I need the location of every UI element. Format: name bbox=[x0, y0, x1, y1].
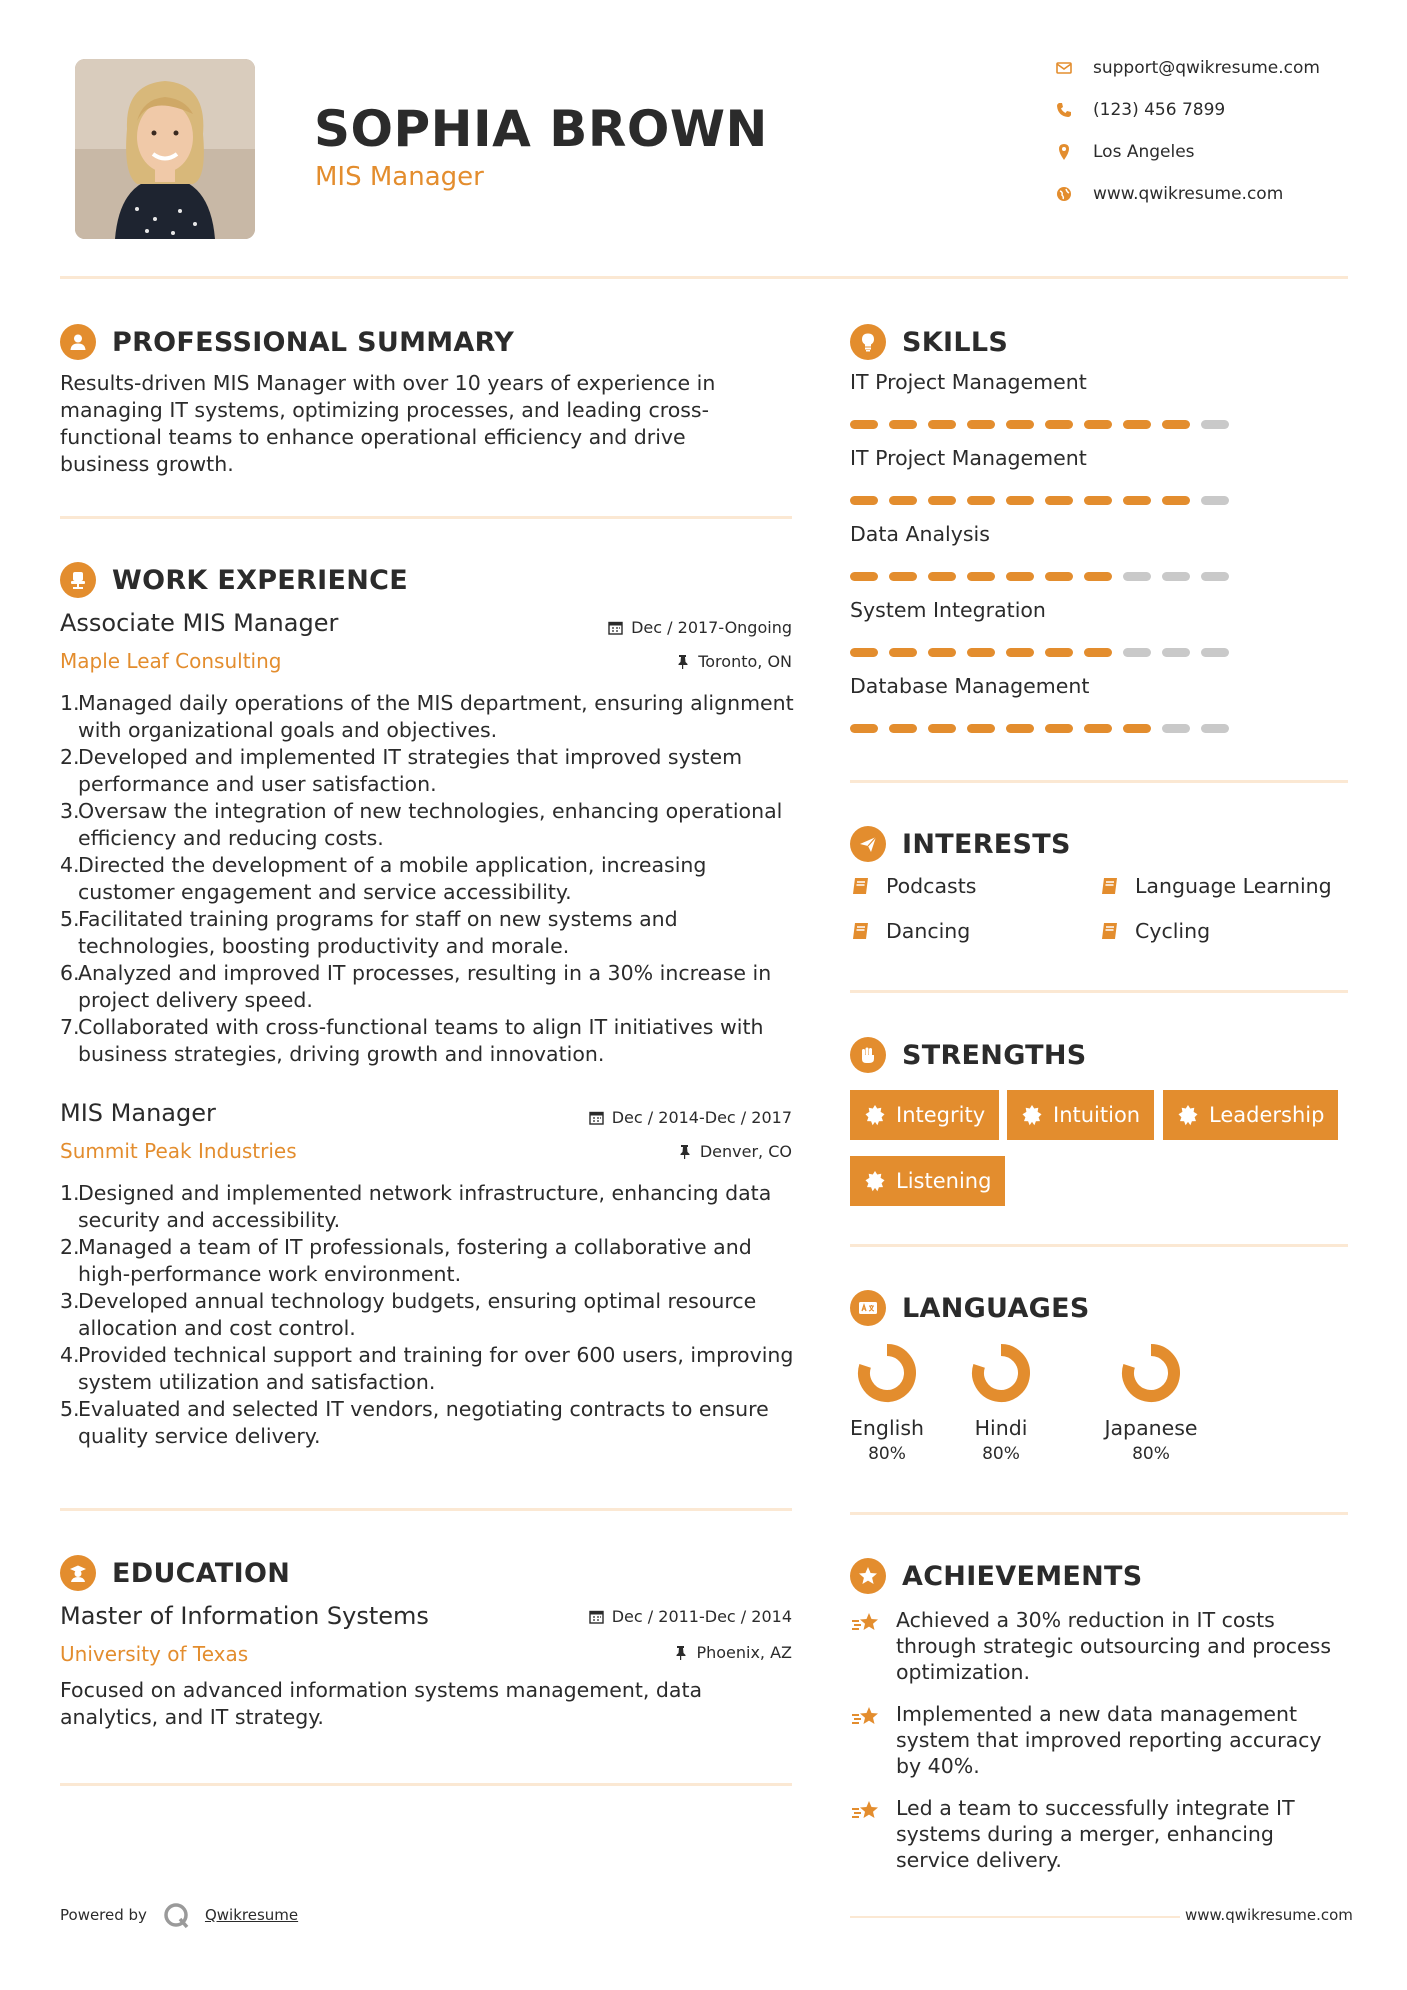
book-icon bbox=[850, 920, 872, 942]
language-progress-ring bbox=[1120, 1342, 1182, 1404]
language-name: English bbox=[849, 1416, 925, 1440]
contact-email[interactable] bbox=[1055, 58, 1320, 78]
language-item bbox=[847, 1342, 927, 1464]
strength-tag bbox=[850, 1156, 1005, 1206]
education-title: EDUCATION bbox=[112, 1557, 291, 1589]
pushpin-icon bbox=[675, 654, 690, 669]
summary-text: Results-driven MIS Manager with over 10 years of experience in managing IT systems, optimizing processes, and leading cross-functional teams to enhance operational efficiency and drive business growth. bbox=[60, 371, 716, 476]
duty-item: 4. Directed the development of a mobile application, increasing customer engagement and service accessibility. bbox=[60, 853, 707, 904]
rating-dot-filled bbox=[1123, 724, 1151, 733]
job-location-text: Denver, CO bbox=[699, 1142, 792, 1161]
duty-item: 1. Designed and implemented network infrastructure, enhancing data security and accessibility. bbox=[60, 1181, 772, 1232]
rating-dot-filled bbox=[928, 572, 956, 581]
rating-dot-empty bbox=[1162, 648, 1190, 657]
education-location bbox=[460, 1643, 792, 1662]
rating-dot-filled bbox=[967, 420, 995, 429]
job-title: Associate MIS Manager bbox=[60, 609, 339, 637]
strength-label: Listening bbox=[896, 1169, 992, 1193]
rating-dot-filled bbox=[850, 496, 878, 505]
education-heading bbox=[60, 1555, 290, 1591]
globe-icon bbox=[1055, 185, 1073, 203]
badge-icon bbox=[1021, 1104, 1043, 1126]
rating-dot-empty bbox=[1123, 648, 1151, 657]
strengths-heading bbox=[850, 1037, 1087, 1073]
job-date-text: Dec / 2017-Ongoing bbox=[631, 618, 792, 637]
job-location bbox=[460, 652, 792, 671]
shooting-star-icon bbox=[850, 1609, 882, 1639]
rating-dot-filled bbox=[967, 724, 995, 733]
job-company: Summit Peak Industries bbox=[60, 1139, 297, 1163]
interest-item bbox=[1099, 874, 1332, 898]
paper-plane-icon bbox=[850, 826, 886, 862]
language-item bbox=[961, 1342, 1041, 1464]
interest-label: Dancing bbox=[886, 919, 971, 943]
languages-divider bbox=[850, 1512, 1348, 1515]
skill-rating bbox=[850, 420, 1229, 429]
strength-label: Intuition bbox=[1053, 1103, 1141, 1127]
rating-dot-filled bbox=[1045, 724, 1073, 733]
rating-dot-empty bbox=[1201, 648, 1229, 657]
job-duties bbox=[60, 690, 800, 1068]
achievement-item bbox=[850, 1795, 1350, 1873]
rating-dot-filled bbox=[850, 420, 878, 429]
powered-by-text: Powered by bbox=[60, 1906, 147, 1924]
shooting-star-icon bbox=[850, 1703, 882, 1733]
summary-title: PROFESSIONAL SUMMARY bbox=[112, 326, 515, 358]
education-location-text: Phoenix, AZ bbox=[696, 1643, 792, 1662]
envelope-icon bbox=[1055, 59, 1073, 77]
language-name: Hindi bbox=[974, 1416, 1028, 1440]
education-text: Focused on advanced information systems management, data analytics, and IT strategy. bbox=[60, 1678, 703, 1729]
language-percent: 80% bbox=[1132, 1444, 1170, 1464]
badge-icon bbox=[864, 1170, 886, 1192]
achievement-item bbox=[850, 1607, 1350, 1685]
raised-fist-icon bbox=[850, 1037, 886, 1073]
skill-row bbox=[850, 370, 1229, 429]
skill-name: System Integration bbox=[850, 598, 1046, 622]
rating-dot-filled bbox=[889, 724, 917, 733]
rating-dot-filled bbox=[1045, 420, 1073, 429]
strength-tag bbox=[1163, 1090, 1338, 1140]
work-title: WORK EXPERIENCE bbox=[112, 564, 408, 596]
achievement-item bbox=[850, 1701, 1350, 1779]
strengths-divider bbox=[850, 1244, 1348, 1247]
rating-dot-filled bbox=[1006, 496, 1034, 505]
skill-name: IT Project Management bbox=[850, 370, 1087, 394]
duty-item: 2. Managed a team of IT professionals, fostering a collaborative and high-performance work environment. bbox=[60, 1235, 752, 1286]
book-icon bbox=[1099, 920, 1121, 942]
map-pin-icon bbox=[1055, 143, 1073, 161]
location-text: Los Angeles bbox=[1093, 142, 1195, 162]
calendar-icon bbox=[589, 1609, 604, 1624]
rating-dot-filled bbox=[889, 648, 917, 657]
portrait-image bbox=[75, 59, 255, 239]
achievements-heading bbox=[850, 1558, 1143, 1594]
rating-dot-empty bbox=[1123, 572, 1151, 581]
qwikresume-logo-icon bbox=[161, 1900, 191, 1930]
pushpin-icon bbox=[673, 1645, 688, 1660]
calendar-icon bbox=[608, 620, 623, 635]
rating-dot-filled bbox=[850, 572, 878, 581]
interest-item bbox=[1099, 919, 1210, 943]
rating-dot-filled bbox=[928, 420, 956, 429]
strength-label: Integrity bbox=[896, 1103, 986, 1127]
rating-dot-filled bbox=[1084, 572, 1112, 581]
translate-icon bbox=[850, 1290, 886, 1326]
rating-dot-empty bbox=[1201, 572, 1229, 581]
contact-website[interactable] bbox=[1055, 184, 1283, 204]
duty-item: 4. Provided technical support and training for over 600 users, improving system utilization and satisfaction. bbox=[60, 1343, 794, 1394]
rating-dot-filled bbox=[1084, 420, 1112, 429]
rating-dot-filled bbox=[1045, 496, 1073, 505]
rating-dot-filled bbox=[1045, 572, 1073, 581]
rating-dot-filled bbox=[967, 496, 995, 505]
job-date-text: Dec / 2014-Dec / 2017 bbox=[611, 1108, 792, 1127]
rating-dot-empty bbox=[1201, 496, 1229, 505]
phone-text: (123) 456 7899 bbox=[1093, 100, 1226, 120]
rating-dot-filled bbox=[1084, 724, 1112, 733]
achievements-title: ACHIEVEMENTS bbox=[902, 1560, 1143, 1592]
strength-label: Leadership bbox=[1209, 1103, 1325, 1127]
achievement-text: Achieved a 30% reduction in IT costs through strategic outsourcing and process optimization. bbox=[896, 1608, 1332, 1684]
summary-divider bbox=[60, 516, 792, 519]
language-ring-arc bbox=[864, 1350, 910, 1396]
job-title: MIS Manager bbox=[60, 1099, 216, 1127]
achievement-text: Led a team to successfully integrate IT systems during a merger, enhancing service delivery. bbox=[896, 1796, 1295, 1872]
job-location-text: Toronto, ON bbox=[698, 652, 792, 671]
lightbulb-icon bbox=[850, 324, 886, 360]
interest-item bbox=[850, 874, 976, 898]
skill-row bbox=[850, 598, 1229, 657]
contact-location bbox=[1055, 142, 1195, 162]
skill-rating bbox=[850, 572, 1229, 581]
contact-phone[interactable] bbox=[1055, 100, 1225, 120]
interests-divider bbox=[850, 990, 1348, 993]
star-badge-icon bbox=[850, 1558, 886, 1594]
strengths-title: STRENGTHS bbox=[902, 1039, 1087, 1071]
candidate-role: MIS Manager bbox=[315, 162, 484, 192]
job-location bbox=[460, 1142, 792, 1161]
job-date bbox=[460, 618, 792, 637]
interest-item bbox=[850, 919, 970, 943]
qwikresume-link[interactable]: Qwikresume bbox=[204, 1906, 299, 1924]
skills-heading bbox=[850, 324, 1008, 360]
language-progress-ring bbox=[970, 1342, 1032, 1404]
email-text: support@qwikresume.com bbox=[1093, 58, 1320, 78]
language-ring-arc bbox=[1128, 1350, 1174, 1396]
user-icon bbox=[60, 324, 96, 360]
skills-divider bbox=[850, 780, 1348, 783]
skill-name: IT Project Management bbox=[850, 446, 1087, 470]
rating-dot-filled bbox=[850, 724, 878, 733]
rating-dot-filled bbox=[967, 572, 995, 581]
skill-rating bbox=[850, 724, 1229, 733]
rating-dot-filled bbox=[1084, 648, 1112, 657]
languages-title: LANGUAGES bbox=[902, 1292, 1090, 1324]
strength-tag bbox=[1007, 1090, 1154, 1140]
language-percent: 80% bbox=[868, 1444, 906, 1464]
degree-title: Master of Information Systems bbox=[60, 1602, 429, 1630]
rating-dot-empty bbox=[1162, 572, 1190, 581]
office-chair-icon bbox=[60, 562, 96, 598]
rating-dot-filled bbox=[928, 724, 956, 733]
interests-title: INTERESTS bbox=[902, 828, 1071, 860]
rating-dot-filled bbox=[889, 420, 917, 429]
badge-icon bbox=[864, 1104, 886, 1126]
book-icon bbox=[850, 875, 872, 897]
skill-row bbox=[850, 522, 1229, 581]
rating-dot-filled bbox=[967, 648, 995, 657]
footer-website[interactable]: www.qwikresume.com bbox=[1185, 1906, 1353, 1924]
strength-tag bbox=[850, 1090, 999, 1140]
interests-heading bbox=[850, 826, 1071, 862]
rating-dot-filled bbox=[850, 648, 878, 657]
skill-name: Data Analysis bbox=[850, 522, 990, 546]
achievement-text: Implemented a new data management system that improved reporting accuracy by 40%. bbox=[896, 1702, 1322, 1778]
rating-dot-empty bbox=[1201, 420, 1229, 429]
language-progress-ring bbox=[856, 1342, 918, 1404]
calendar-icon bbox=[589, 1110, 604, 1125]
rating-dot-filled bbox=[1006, 724, 1034, 733]
work-heading bbox=[60, 562, 408, 598]
skill-rating bbox=[850, 496, 1229, 505]
phone-icon bbox=[1055, 101, 1073, 119]
job-company: Maple Leaf Consulting bbox=[60, 649, 282, 673]
rating-dot-filled bbox=[889, 572, 917, 581]
rating-dot-filled bbox=[928, 648, 956, 657]
skill-row bbox=[850, 446, 1229, 505]
rating-dot-empty bbox=[1162, 724, 1190, 733]
profile-photo bbox=[75, 59, 255, 239]
duty-item: 5. Facilitated training programs for staff on new systems and technologies, boosting productivity and morale. bbox=[60, 907, 678, 958]
header-divider bbox=[60, 276, 1348, 279]
school-name: University of Texas bbox=[60, 1642, 249, 1666]
language-item bbox=[1091, 1342, 1211, 1464]
interest-label: Podcasts bbox=[886, 874, 977, 898]
rating-dot-filled bbox=[1123, 496, 1151, 505]
rating-dot-filled bbox=[1006, 572, 1034, 581]
job-duties bbox=[60, 1180, 800, 1450]
skill-name: Database Management bbox=[850, 674, 1090, 698]
candidate-name: SOPHIA BROWN bbox=[314, 100, 768, 158]
education-divider bbox=[60, 1783, 792, 1786]
work-divider bbox=[60, 1508, 792, 1511]
badge-icon bbox=[1177, 1104, 1199, 1126]
education-date bbox=[460, 1607, 792, 1626]
duty-item: 6. Analyzed and improved IT processes, resulting in a 30% increase in project delivery speed. bbox=[60, 961, 772, 1012]
rating-dot-filled bbox=[1006, 420, 1034, 429]
language-name: Japanese bbox=[1104, 1416, 1198, 1440]
rating-dot-filled bbox=[1084, 496, 1112, 505]
duty-item: 3. Developed annual technology budgets, ensuring optimal resource allocation and cost control. bbox=[60, 1289, 757, 1340]
skill-rating bbox=[850, 648, 1229, 657]
language-percent: 80% bbox=[982, 1444, 1020, 1464]
skills-title: SKILLS bbox=[902, 326, 1009, 358]
shooting-star-icon bbox=[850, 1797, 882, 1827]
language-ring-arc bbox=[978, 1350, 1024, 1396]
rating-dot-filled bbox=[1162, 496, 1190, 505]
rating-dot-filled bbox=[1006, 648, 1034, 657]
duty-item: 3. Oversaw the integration of new technologies, enhancing operational efficiency and reducing costs. bbox=[60, 799, 783, 850]
duty-item: 7. Collaborated with cross-functional teams to align IT initiatives with business strategies, driving growth and innovation. bbox=[60, 1015, 764, 1066]
languages-heading bbox=[850, 1290, 1090, 1326]
education-date-text: Dec / 2011-Dec / 2014 bbox=[611, 1607, 792, 1626]
footer-divider bbox=[850, 1916, 1180, 1918]
skill-row bbox=[850, 674, 1229, 733]
interest-label: Cycling bbox=[1135, 919, 1211, 943]
website-text: www.qwikresume.com bbox=[1093, 184, 1284, 204]
duty-item: 5. Evaluated and selected IT vendors, negotiating contracts to ensure quality service delivery. bbox=[60, 1397, 769, 1448]
pushpin-icon bbox=[677, 1144, 692, 1159]
rating-dot-filled bbox=[928, 496, 956, 505]
rating-dot-empty bbox=[1201, 724, 1229, 733]
rating-dot-filled bbox=[1123, 420, 1151, 429]
footer-powered bbox=[60, 1900, 298, 1930]
duty-item: 1. Managed daily operations of the MIS department, ensuring alignment with organizational goals and objectives. bbox=[60, 691, 794, 742]
rating-dot-filled bbox=[889, 496, 917, 505]
job-date bbox=[460, 1108, 792, 1127]
graduate-icon bbox=[60, 1555, 96, 1591]
interest-label: Language Learning bbox=[1135, 874, 1332, 898]
book-icon bbox=[1099, 875, 1121, 897]
duty-item: 2. Developed and implemented IT strategies that improved system performance and user satisfaction. bbox=[60, 745, 743, 796]
rating-dot-filled bbox=[1162, 420, 1190, 429]
summary-heading bbox=[60, 324, 514, 360]
rating-dot-filled bbox=[1045, 648, 1073, 657]
